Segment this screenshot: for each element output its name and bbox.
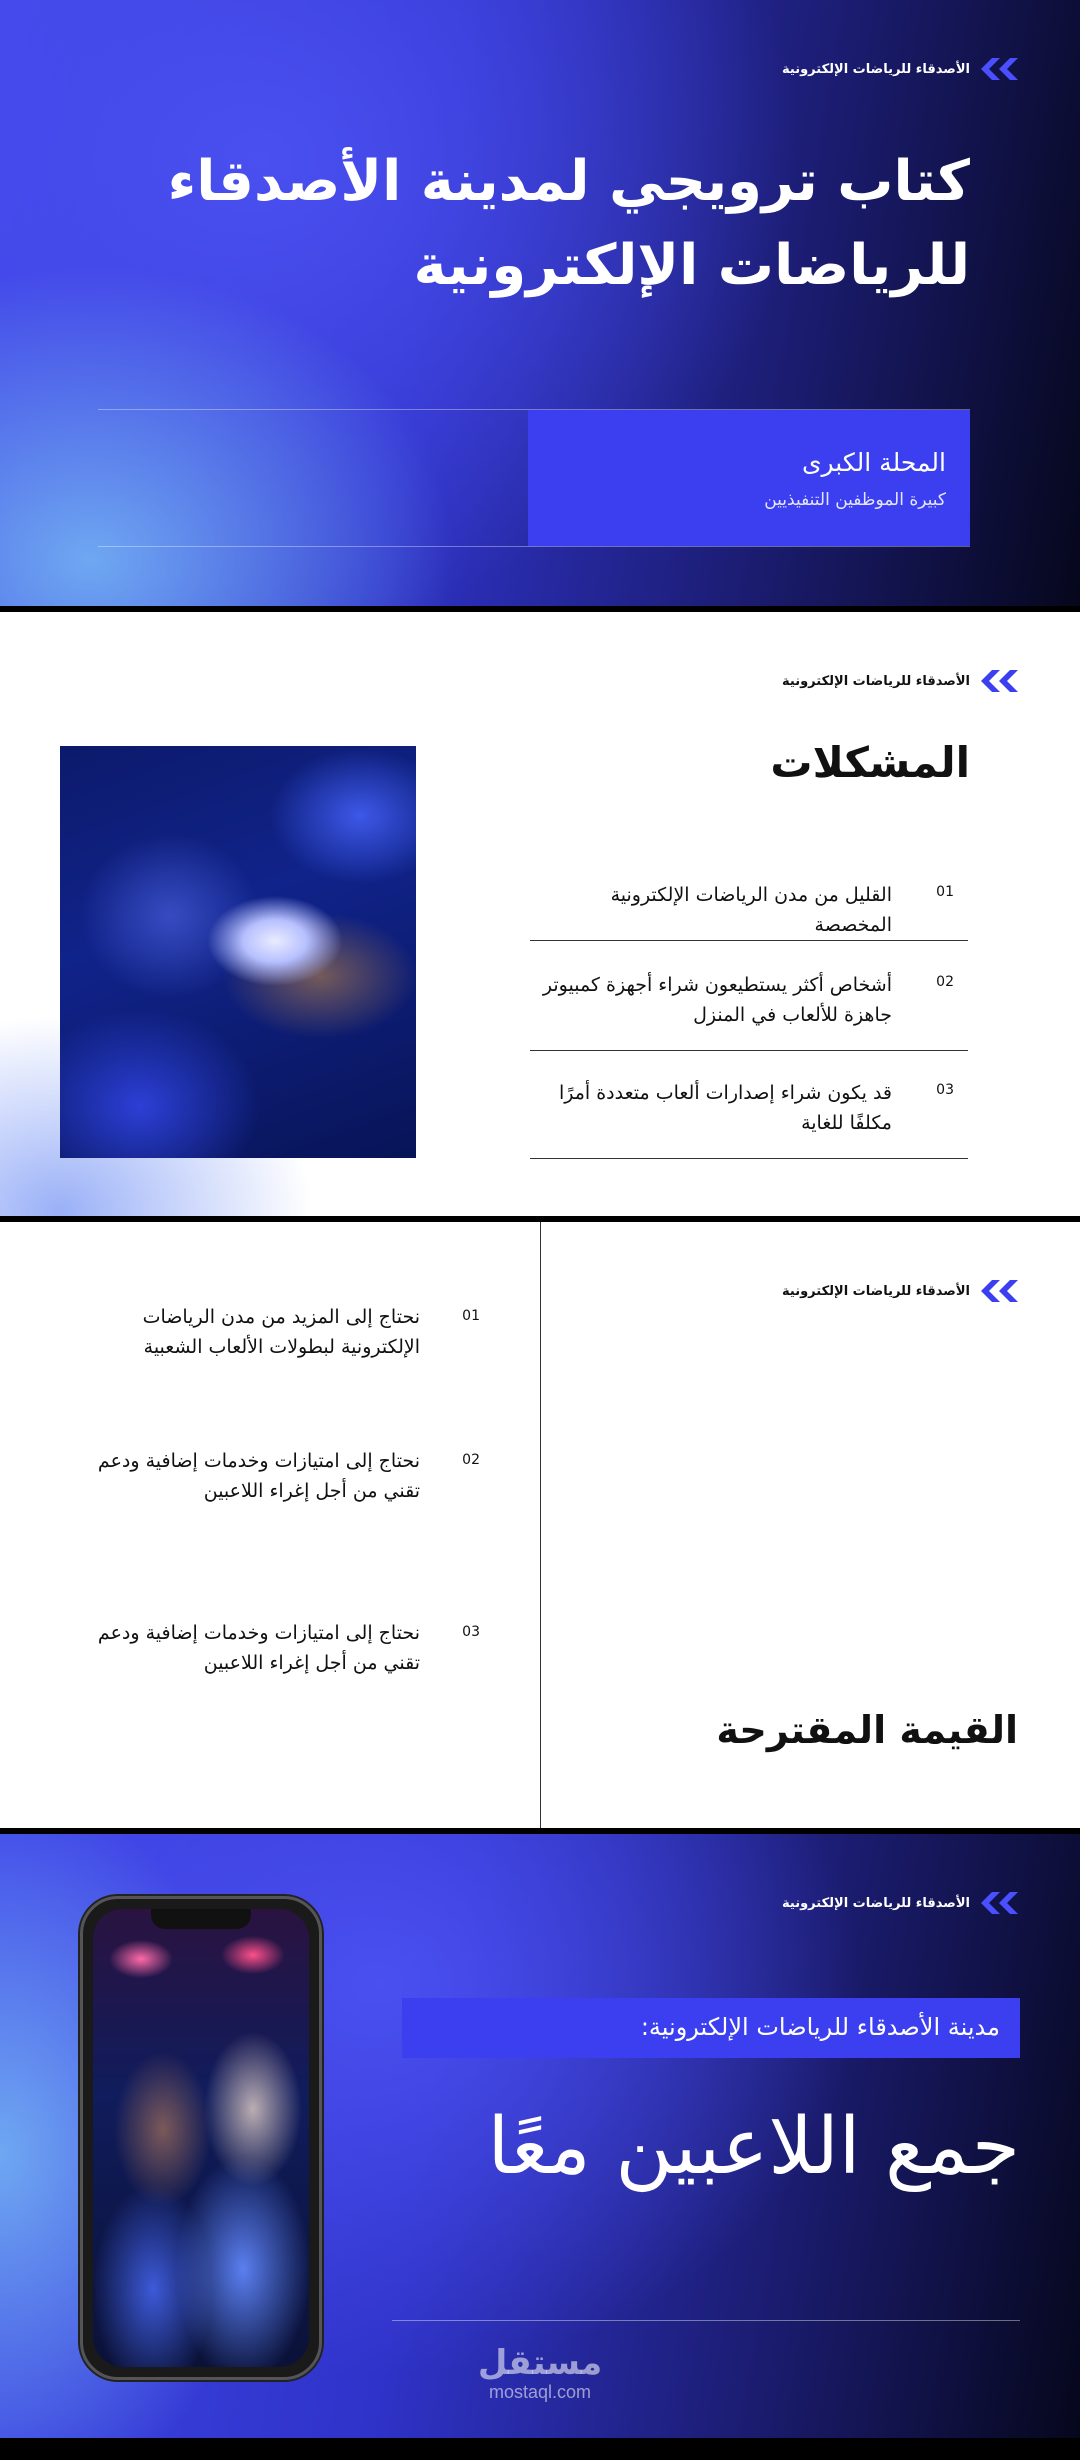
closing-title: جمع اللاعبين معًا xyxy=(487,2102,1020,2192)
value-text: نحتاج إلى المزيد من مدن الرياضات الإلكترونية لبطولات الألعاب الشعبية xyxy=(142,1306,420,1358)
problem-number: 02 xyxy=(936,974,954,990)
value-number: 01 xyxy=(462,1308,480,1324)
closing-banner xyxy=(402,1998,1020,2058)
presenter-name: المحلة الكبرى xyxy=(801,448,946,477)
smartphone-gamers-photo xyxy=(93,1909,309,2367)
watermark-latin: mostaql.com xyxy=(488,2382,592,2402)
problems-slide xyxy=(0,612,1080,1216)
problems-title: المشكلات xyxy=(770,738,970,787)
value-proposition-title: القيمة المقترحة xyxy=(716,1708,1018,1752)
problem-item xyxy=(530,884,968,941)
brand-name: الأصدقاء للرياضات الإلكترونية xyxy=(782,1283,970,1299)
problem-text: أشخاص أكثر يستطيعون شراء أجهزة كمبيوتر جاهزة للألعاب في المنزل xyxy=(542,974,892,1026)
cover-slide xyxy=(0,0,1080,606)
value-text: نحتاج إلى امتيازات وخدمات إضافية ودعم تقني من أجل إغراء اللاعبين xyxy=(97,1450,420,1502)
value-item xyxy=(60,1308,480,1378)
brand-header xyxy=(782,58,1018,80)
vertical-divider xyxy=(540,1222,541,1828)
brand-header xyxy=(782,1280,1018,1302)
brand-name: الأصدقاء للرياضات الإلكترونية xyxy=(782,61,970,77)
cover-title-line-2: للرياضات الإلكترونية xyxy=(413,233,970,298)
value-number: 03 xyxy=(462,1624,480,1640)
value-proposition-slide xyxy=(0,1222,1080,1828)
problem-number: 01 xyxy=(936,884,954,900)
divider-line-bottom xyxy=(98,546,970,547)
problem-text: قد يكون شراء إصدارات ألعاب متعددة أمرًا مكلفًا للغاية xyxy=(558,1082,892,1134)
value-text: نحتاج إلى امتيازات وخدمات إضافية ودعم تقني من أجل إغراء اللاعبين xyxy=(97,1622,420,1674)
value-item xyxy=(60,1624,480,1694)
brand-name: الأصدقاء للرياضات الإلكترونية xyxy=(782,1895,970,1911)
brand-name: الأصدقاء للرياضات الإلكترونية xyxy=(782,673,970,689)
double-chevron-logo-icon xyxy=(980,1892,1018,1914)
mostaql-watermark xyxy=(470,2344,610,2402)
cover-title xyxy=(110,140,970,308)
value-number: 02 xyxy=(462,1452,480,1468)
value-item xyxy=(60,1452,480,1522)
closing-slide xyxy=(0,1834,1080,2438)
problem-text: القليل من مدن الرياضات الإلكترونية المخصصة xyxy=(610,884,892,936)
phone-notch xyxy=(151,1909,251,1929)
problem-number: 03 xyxy=(936,1082,954,1098)
double-chevron-logo-icon xyxy=(980,670,1018,692)
presenter-box xyxy=(528,410,970,546)
brand-header xyxy=(782,1892,1018,1914)
double-chevron-logo-icon xyxy=(980,1280,1018,1302)
brand-header xyxy=(782,670,1018,692)
presenter-role: كبيرة الموظفين التنفيذيين xyxy=(764,490,946,510)
problem-item xyxy=(530,974,968,1051)
cover-title-line-1: كتاب ترويجي لمدينة الأصدقاء xyxy=(167,149,970,214)
gaming-controller-photo xyxy=(60,746,416,1158)
closing-banner-text: مدينة الأصدقاء للرياضات الإلكترونية: xyxy=(640,2013,1000,2041)
problem-item xyxy=(530,1082,968,1159)
watermark-arabic: مستقل xyxy=(477,2343,603,2383)
double-chevron-logo-icon xyxy=(980,58,1018,80)
smartphone-mockup xyxy=(80,1896,322,2380)
closing-divider-line xyxy=(392,2320,1020,2321)
